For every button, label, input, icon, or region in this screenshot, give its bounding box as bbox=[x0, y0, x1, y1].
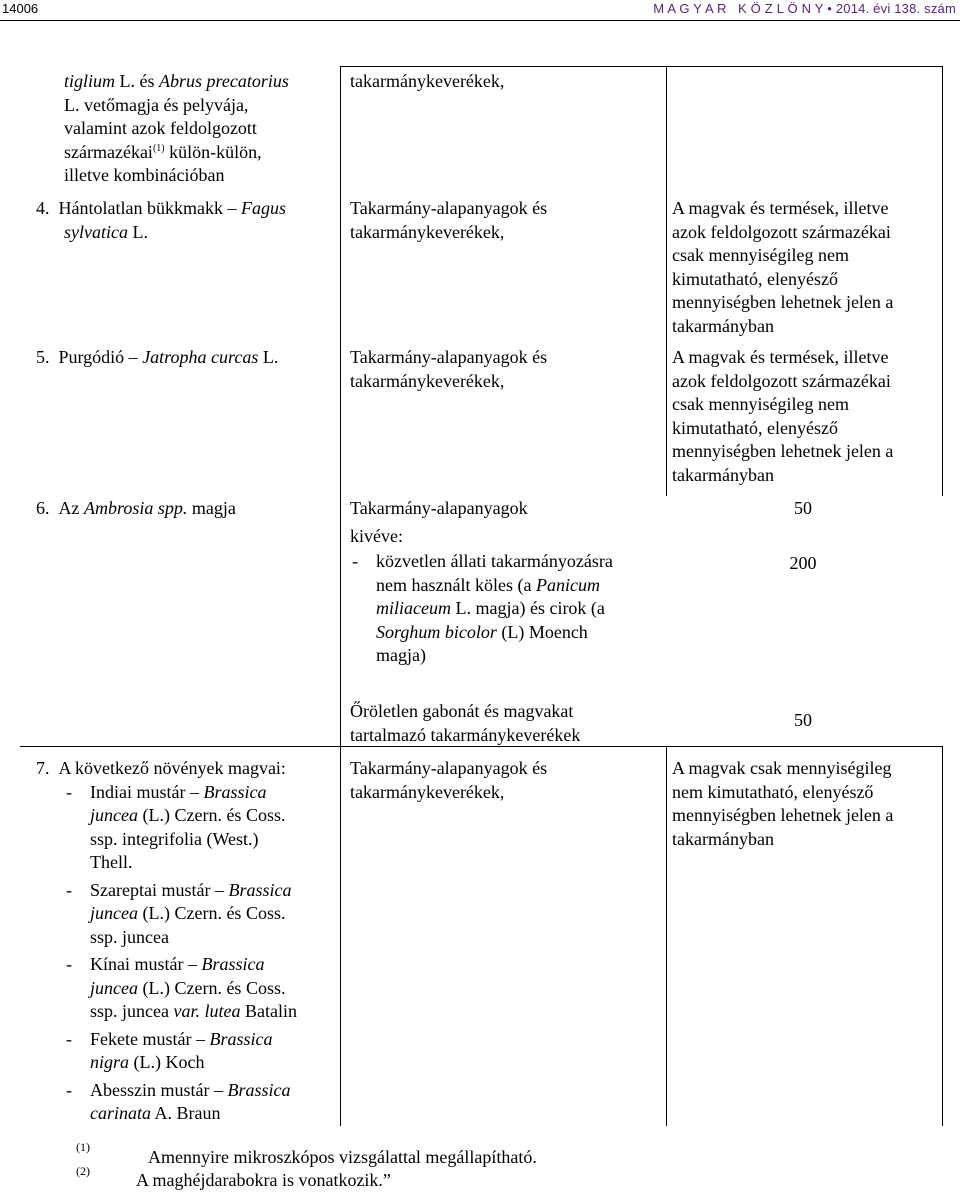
col-divider-2b bbox=[666, 746, 667, 1126]
row6-col1: 6. Az Ambrosia spp. magja bbox=[36, 498, 236, 518]
row6-value-1: 50 bbox=[794, 498, 812, 518]
col-divider-2a bbox=[666, 66, 667, 496]
journal-name: M A G Y A R K Ö Z L Ö N Y bbox=[653, 1, 824, 16]
list-item: - Szareptai mustár – Brassica juncea (L.) Czern. és Coss. ssp. juncea bbox=[66, 879, 292, 947]
row-cont-col2: takarmánykeverékek, bbox=[350, 71, 505, 91]
right-border-b bbox=[942, 746, 943, 1126]
footnote-text-2: A maghéjdarabokra is vonatkozik.” bbox=[136, 1170, 391, 1190]
row5-col3: A magvak és termések, illetve azok feldolgozott származékai csak mennyiségileg nem kimutatható, elenyésző mennyiségben lehetnek jelen a takarmányban bbox=[672, 347, 894, 485]
row6-col2-extra: Őröletlen gabonát és magvakat tartalmazó takarmánykeverékek bbox=[350, 701, 581, 745]
top-border bbox=[666, 66, 942, 67]
row4-col2: Takarmány-alapanyagok és takarmánykeverékek, bbox=[350, 198, 548, 242]
header-rule bbox=[0, 20, 960, 21]
row5-col2: Takarmány-alapanyagok és takarmánykeverékek, bbox=[350, 347, 548, 391]
row7-col2: Takarmány-alapanyagok és takarmánykeverékek, bbox=[350, 758, 548, 802]
col-divider-1 bbox=[340, 66, 341, 1126]
row6-value-2: 200 bbox=[789, 553, 817, 573]
footnote-mark-2: (2) bbox=[76, 1164, 90, 1178]
list-item: - Kínai mustár – Brassica juncea (L.) Czern. és Coss. ssp. juncea var. lutea Batalin bbox=[66, 954, 297, 1021]
row7-col3: A magvak csak mennyiségileg nem kimutatható, elenyésző mennyiségben lehetnek jelen a takarmányban bbox=[672, 758, 894, 849]
row6-col2: Takarmány-alapanyagok kivéve: - közvetlen állati takarmányozásra nem használt köles (a Panicum miliaceum L. magja) és cirok (a Sorghum bicolor (L) Moench magja) bbox=[350, 498, 613, 665]
row6-value-3: 50 bbox=[794, 710, 812, 730]
page-header bbox=[0, 0, 960, 26]
list-item: - Fekete mustár – Brassica nigra (L.) Koch bbox=[66, 1028, 273, 1072]
row7-col1: 7. A következő növények magvai: - Indiai mustár – Brassica juncea (L.) Czern. és Coss. ssp. integrifolia (West.) Thell. - Szareptai mustár – Brassica juncea (L.) Czern. és Coss. ssp. juncea - Kínai mustár – Brassica juncea (L.) Czern. és Coss. ssp. juncea var. lutea Batalin - Fekete mustár – Brassica nigra (L.) Koch - Abesszin mustár – Brassica carinata A. Braun bbox=[36, 757, 336, 1126]
journal-info bbox=[653, 1, 956, 16]
list-item: - Indiai mustár – Brassica juncea (L.) Czern. és Coss. ssp. integrifolia (West.) Thell. bbox=[66, 781, 286, 872]
row-cont-col1: tiglium L. és Abrus precatorius L. vetőmagja és pelyvája, valamint azok feldolgozott származékai$^{(1)}$ külön-külön, illetve kombinációban bbox=[64, 71, 289, 185]
footnote-text-1: Amennyire mikroszkópos vizsgálattal megállapítható. bbox=[148, 1147, 537, 1167]
list-item: - Abesszin mustár – Brassica carinata A. Braun bbox=[66, 1079, 291, 1123]
header-bullet: • bbox=[827, 1, 833, 16]
row4-col3: A magvak és termések, illetve azok feldolgozott származékai csak mennyiségileg nem kimutatható, elenyésző mennyiségben lehetnek jelen a takarmányban bbox=[672, 198, 894, 336]
top-border-mid bbox=[340, 66, 666, 67]
right-border-a bbox=[942, 66, 943, 496]
issue-number: 2014. évi 138. szám bbox=[835, 1, 956, 16]
row4-col1: 4. Hántolatlan bükkmakk – Fagus sylvatica L. bbox=[36, 198, 286, 242]
row5-col1: 5. Purgódió – Jatropha curcas L. bbox=[36, 347, 279, 367]
footnote-mark-1: (1) bbox=[76, 1140, 90, 1154]
page-number: 14006 bbox=[2, 1, 39, 16]
